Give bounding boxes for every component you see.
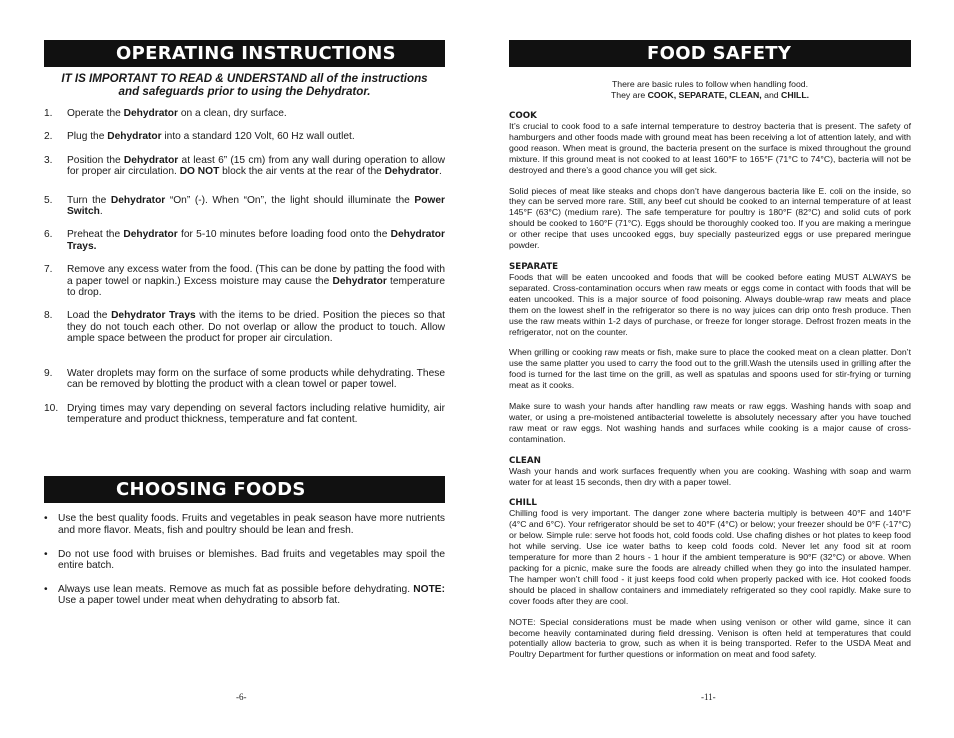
step-text-bold: DO NOT xyxy=(179,166,220,178)
operating-step xyxy=(44,264,445,298)
food-safety-sections xyxy=(509,111,911,660)
operating-step xyxy=(44,155,445,178)
choosing-foods-list xyxy=(44,513,445,607)
step-number: 2. xyxy=(44,131,53,143)
step-text: Position the Dehydrator at least 6” (15 cm) from any wall during operation to allow for proper air circulation. DO NOT block the air vents at the rear of the Dehydrator. xyxy=(67,154,445,178)
right-page xyxy=(509,40,911,660)
operating-instructions-title: OPERATING INSTRUCTIONS xyxy=(116,43,396,64)
choosing-foods-item xyxy=(44,549,445,572)
step-number: 7. xyxy=(44,264,53,276)
operating-steps-list xyxy=(44,108,445,425)
choosing-foods-title: CHOOSING FOODS xyxy=(116,479,306,501)
section-paragraph: Foods that will be eaten uncooked and foods that will be cooked before eating MUST ALWAYS be separated. Cross-contamination occurs when raw meats or eggs come in contact with foods that will be eaten uncooked. This is a major source of food poisoning. Always double-wrap raw meats and place them on the lowest shelf in the refrigerator so there is no way juices can drip onto fresh produce. Then use the raw meats within 1-2 days of purchase, or freeze for longer storage. Defrost frozen meats in the refrigerator, not on the counter. xyxy=(509,271,911,337)
choosing-foods-banner xyxy=(44,476,445,503)
section-paragraph: Chilling food is very important. The danger zone where bacteria multiply is between 40°F and 140°F (4°C and 6°C). Your refrigerator should be set to 40°F (4°C) or below; your freezer should be 0°F (-17°C) or below. Simple rule: serve hot foods hot, cold foods cold. Use chafing dishes or hot plates to keep food hot while serving. Use ice water baths to keep cold foods cold. Never let any food sit at room temperature for more than 2 hours - 1 hour if the ambient temperature is 90°F (32°C) or above. When packing for a picnic, make sure the foods are already chilled when they go into the insulated hamper. The hamper won’t chill food - it just keeps food cold when properly packed with ice. Hot cooked foods should be placed in shallow containers and immediately refrigerated so they cool rapidly. Make sure to cover foods after they are cool. xyxy=(509,508,911,606)
step-number: 9. xyxy=(44,367,53,379)
choosing-foods-text: Do not use food with bruises or blemishes. Bad fruits and vegetables may spoil the entire batch. xyxy=(58,548,445,572)
step-text-bold: Power Switch xyxy=(67,194,445,218)
step-text-bold: Dehydrator Trays. xyxy=(67,229,445,252)
section-heading: SEPARATE xyxy=(509,261,559,272)
step-number: 3. xyxy=(44,154,53,166)
step-text-bold: Dehydrator xyxy=(110,194,166,206)
food-safety-section-cook xyxy=(509,111,911,251)
step-number: 6. xyxy=(44,229,53,241)
choosing-foods-item xyxy=(44,584,445,607)
operating-step xyxy=(44,108,445,119)
section-paragraph: Solid pieces of meat like steaks and chops don’t have dangerous bacteria like E. coli on the inside, so they can be served more rare. Still, any beef cut should be cooked to an internal temperature of at least 145°F (63°C) (medium rare). The safe temperature for poultry is 180°F (82°C) and solid cuts of pork should be cooked to 160°F (71°C). Eggs should be thoroughly cooked too. If you are making a meringue or other recipe that uses uncooked eggs, buy specially pasteurized eggs or use prepared meringue powder. xyxy=(509,185,911,251)
operating-step xyxy=(44,368,445,391)
choosing-foods-text-bold: NOTE: xyxy=(413,583,445,595)
section-paragraph: NOTE: Special considerations must be made when using venison or other wild game, since it can become heavily contaminated during field dressing. Venison is often held at temperatures that could potentially allow bacteria to grow, such as when it is being transported. Refer to the USDA Meat and Poultry Department for further questions or information on meat and food safety. xyxy=(509,616,911,660)
section-paragraph: It’s crucial to cook food to a safe internal temperature to destroy bacteria that is present. The safety of hamburgers and other foods made with ground meat has been receiving a lot of attention lately, and with good reason. When meat is ground, the bacteria present on the surface is mixed throughout the ground mixture. If this ground meat is not cooked to at least 160°F to 165°F (71°C to 74°C), bacteria will not be destroyed and there’s a good chance you will get sick. xyxy=(509,121,911,175)
step-number: 8. xyxy=(44,310,53,322)
operating-intro xyxy=(44,73,445,98)
choosing-foods-text: Use the best quality foods. Fruits and vegetables in peak season have more nutrients and more flavor. Meats, fish and poultry should be lean and fresh. xyxy=(58,513,445,536)
section-paragraph: Make sure to wash your hands after handling raw meats or raw eggs. Washing hands with soap and water, or using a pre-moistened antibacterial towelette is absolutely necessary after you have touched raw meat or raw eggs. Not washing hands and surfaces while cooking is a major cause of cross-contamination. xyxy=(509,401,911,444)
section-heading: CLEAN xyxy=(509,455,541,466)
food-safety-intro-line2: They are COOK, SEPARATE, CLEAN, and CHILL. xyxy=(610,90,810,100)
section-heading: CHILL xyxy=(509,498,537,509)
step-text: Preheat the Dehydrator for 5-10 minutes before loading food onto the Dehydrator Trays. xyxy=(67,229,445,252)
operating-step xyxy=(44,229,445,252)
food-safety-intro-bold: CHILL. xyxy=(781,90,810,100)
operating-step xyxy=(44,131,445,142)
step-text: Drying times may vary depending on several factors including relative humidity, air temperature and product thickness, temperature and fat content. xyxy=(67,402,445,425)
food-safety-title: FOOD SAFETY xyxy=(647,43,792,64)
left-page-number: -6- xyxy=(236,692,247,702)
food-safety-banner xyxy=(509,40,911,67)
food-safety-intro-bold: COOK, SEPARATE, CLEAN, xyxy=(647,90,762,100)
right-page-number: -11- xyxy=(701,692,716,702)
step-text: Water droplets may form on the surface of some products while dehydrating. These can be removed by blotting the product with a clean towel or paper towel. xyxy=(67,367,445,391)
bullet-icon: • xyxy=(44,548,48,560)
step-number: 5. xyxy=(44,194,53,206)
operating-step xyxy=(44,195,445,218)
step-number: 10. xyxy=(44,402,59,414)
bullet-icon: • xyxy=(44,513,48,525)
operating-intro-line1: IT IS IMPORTANT TO READ & UNDERSTAND all of the instructions xyxy=(61,72,428,85)
food-safety-section-separate xyxy=(509,262,911,445)
bullet-icon: • xyxy=(44,583,48,595)
choosing-foods-text: Always use lean meats. Remove as much fat as possible before dehydrating. NOTE: Use a paper towel under meat when dehydrating to absorb fat. xyxy=(58,583,445,607)
step-text-bold: Dehydrator xyxy=(384,166,440,178)
operating-step xyxy=(44,310,445,344)
step-text-bold: Dehydrator xyxy=(332,275,387,287)
food-safety-intro xyxy=(509,79,911,101)
step-text-bold: Dehydrator xyxy=(123,154,179,166)
operating-intro-line2: and safeguards prior to using the Dehydrator. xyxy=(118,84,371,98)
food-safety-section-chill xyxy=(509,498,911,660)
left-page xyxy=(44,40,445,607)
step-text-bold: Dehydrator xyxy=(107,131,162,143)
step-text-bold: Dehydrator Trays xyxy=(111,310,196,322)
step-text: Turn the Dehydrator “On” (-). When “On”, the light should illuminate the Power Switch. xyxy=(67,194,445,218)
food-safety-section-clean xyxy=(509,456,911,488)
food-safety-intro-line1: There are basic rules to follow when handling food. xyxy=(611,79,809,89)
operating-step xyxy=(44,403,445,426)
section-paragraph: When grilling or cooking raw meats or fish, make sure to place the cooked meat on a clean platter. Don’t use the same platter you used to carry the food out to the grill.Wash the utensils used in grilling after the food is turned for the last time on the grill, as well as spatulas and spoons used for stir-frying or turning meat as it cooks. xyxy=(509,347,911,391)
section-heading: COOK xyxy=(509,111,537,121)
choosing-foods-item xyxy=(44,513,445,536)
step-text: Operate the Dehydrator on a clean, dry surface. xyxy=(67,108,287,119)
step-number: 1. xyxy=(44,108,53,119)
step-text: Load the Dehydrator Trays with the items to be dried. Position the pieces so that they do not touch each other. Do not overlap or allow the product to touch. Allow ample space between the product for proper air circulation. xyxy=(67,310,445,345)
section-paragraph: Wash your hands and work surfaces frequently when you are cooking. Washing with soap and warm water for at least 15 seconds, then dry with a paper towel. xyxy=(509,465,911,487)
step-text-bold: Dehydrator xyxy=(123,229,178,241)
step-text: Plug the Dehydrator into a standard 120 Volt, 60 Hz wall outlet. xyxy=(67,131,355,143)
step-text-bold: Dehydrator xyxy=(123,108,178,119)
step-text: Remove any excess water from the food. (This can be done by patting the food with a paper towel or napkin.) Excess moisture may cause the Dehydrator temperature to drop. xyxy=(67,264,445,299)
operating-instructions-banner xyxy=(44,40,445,67)
